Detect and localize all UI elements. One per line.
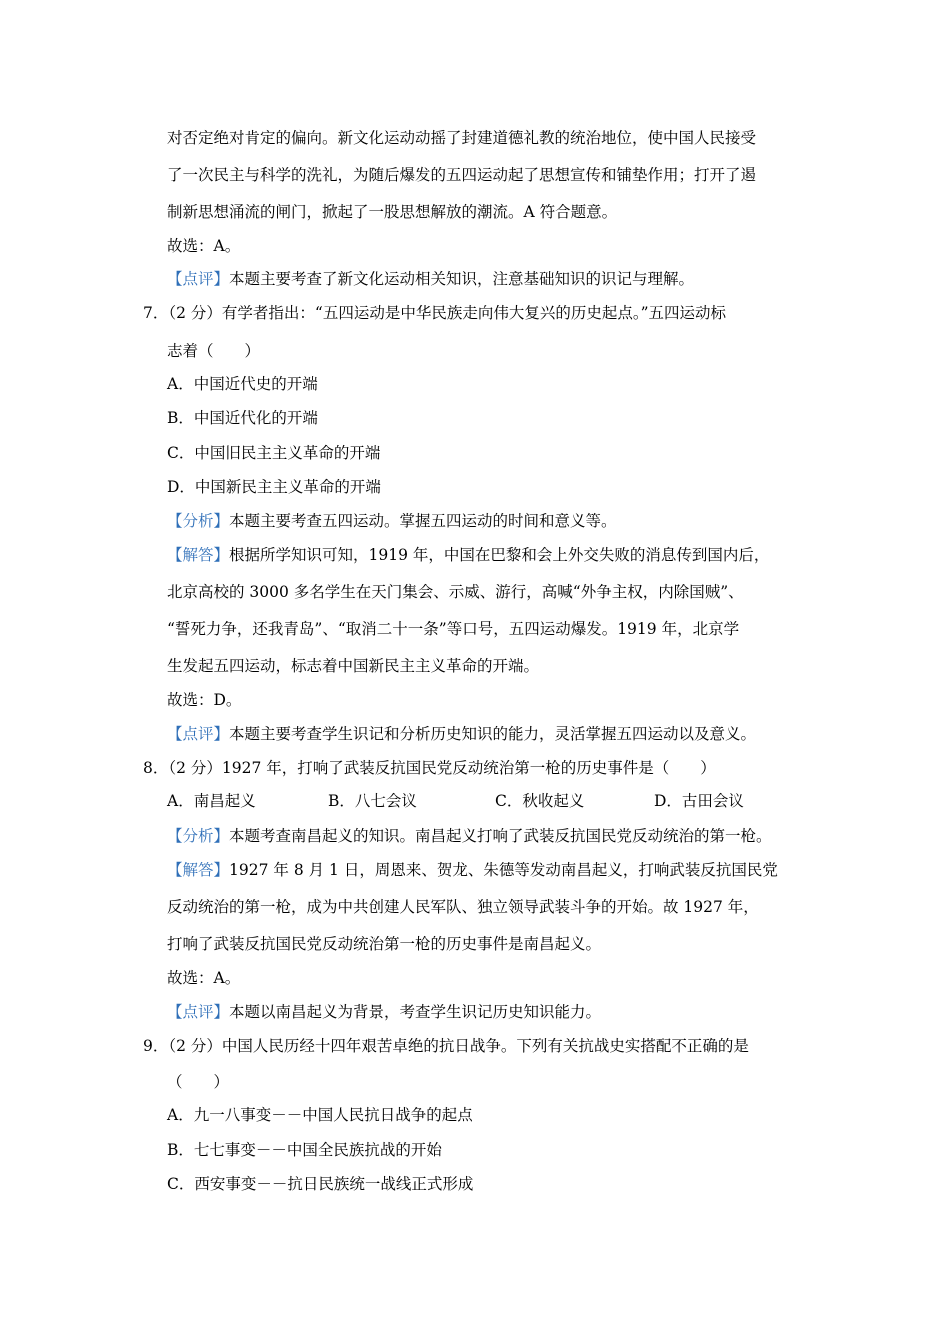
q7-stem-line-1: 7．（2 分）有学者指出：“五四运动是中华民族走向伟大复兴的历史起点。”五四运动标 [143,304,727,322]
q6-text-line-1: 对否定绝对肯定的偏向。新文化运动动摇了封建道德礼教的统治地位，使中国人民接受 [167,129,757,147]
analysis-tag: 【分析】 [167,512,230,530]
q8-solution-line-1 [167,860,778,880]
solution-text: 1927 年 8 月 1 日，周恩来、贺龙、朱德等发动南昌起义，打响武装反抗国民党 [229,861,778,879]
q7-option-a: A．中国近代史的开端 [167,375,318,393]
q7-comment [167,724,756,744]
analysis-text: 本题主要考查五四运动。掌握五四运动的时间和意义等。 [229,512,617,530]
q9-stem-line-1: 9．（2 分）中国人民历经十四年艰苦卓绝的抗日战争。下列有关抗战史实搭配不正确的是 [143,1037,749,1055]
q7-solution-line-3: “誓死力争，还我青岛”、“取消二十一条”等口号，五四运动爆发。1919 年，北京学 [167,620,740,638]
q7-option-d: D．中国新民主主义革命的开端 [167,478,381,496]
q8-answer: 故选：A。 [167,969,241,987]
comment-text: 本题以南昌起义为背景，考查学生识记历史知识能力。 [229,1003,602,1021]
analysis-tag: 【分析】 [167,827,230,845]
solution-tag: 【解答】 [167,861,230,879]
q8-option-d: D．古田会议 [654,792,744,810]
q8-option-a: A．南昌起义 [167,792,256,810]
comment-tag: 【点评】 [167,1003,230,1021]
comment-text: 本题主要考查了新文化运动相关知识，注意基础知识的识记与理解。 [229,270,695,288]
q7-answer: 故选：D。 [167,691,242,709]
q8-stem: 8．（2 分）1927 年，打响了武装反抗国民党反动统治第一枪的历史事件是（ ） [143,759,716,777]
q9-option-a: A．九一八事变－－中国人民抗日战争的起点 [167,1106,473,1124]
q6-answer: 故选：A。 [167,237,241,255]
q8-comment [167,1002,601,1022]
q7-analysis [167,511,617,531]
q8-option-b: B．八七会议 [328,792,417,810]
comment-tag: 【点评】 [167,725,230,743]
q9-stem-line-2: （ ） [167,1073,230,1091]
q6-comment [167,269,694,289]
q8-analysis [167,826,772,846]
q7-solution-line-4: 生发起五四运动，标志着中国新民主主义革命的开端。 [167,657,540,675]
analysis-text: 本题考查南昌起义的知识。南昌起义打响了武装反抗国民党反动统治的第一枪。 [229,827,772,845]
q7-solution-line-1 [167,545,769,565]
solution-tag: 【解答】 [167,546,230,564]
comment-text: 本题主要考查学生识记和分析历史知识的能力，灵活掌握五四运动以及意义。 [229,725,757,743]
q9-option-c: C．西安事变－－抗日民族统一战线正式形成 [167,1175,474,1193]
q6-text-line-2: 了一次民主与科学的洗礼，为随后爆发的五四运动起了思想宣传和铺垫作用；打开了遏 [167,166,757,184]
q9-option-b: B．七七事变－－中国全民族抗战的开始 [167,1141,442,1159]
q6-text-line-3: 制新思想涌流的闸门，掀起了一股思想解放的潮流。A 符合题意。 [167,203,618,221]
q7-solution-line-2: 北京高校的 3000 多名学生在天门集会、示威、游行，高喊“外争主权，内除国贼”、 [167,583,744,601]
comment-tag: 【点评】 [167,270,230,288]
solution-text: 根据所学知识可知，1919 年，中国在巴黎和会上外交失败的消息传到国内后， [229,546,770,564]
q8-solution-line-2: 反动统治的第一枪，成为中共创建人民军队、独立领导武装斗争的开始。故 1927 年， [167,898,759,916]
q8-solution-line-3: 打响了武装反抗国民党反动统治第一枪的历史事件是南昌起义。 [167,935,602,953]
q7-option-c: C．中国旧民主主义革命的开端 [167,444,381,462]
q8-option-c: C．秋收起义 [495,792,585,810]
q7-option-b: B．中国近代化的开端 [167,409,318,427]
q7-stem-line-2: 志着（ ） [167,342,261,360]
